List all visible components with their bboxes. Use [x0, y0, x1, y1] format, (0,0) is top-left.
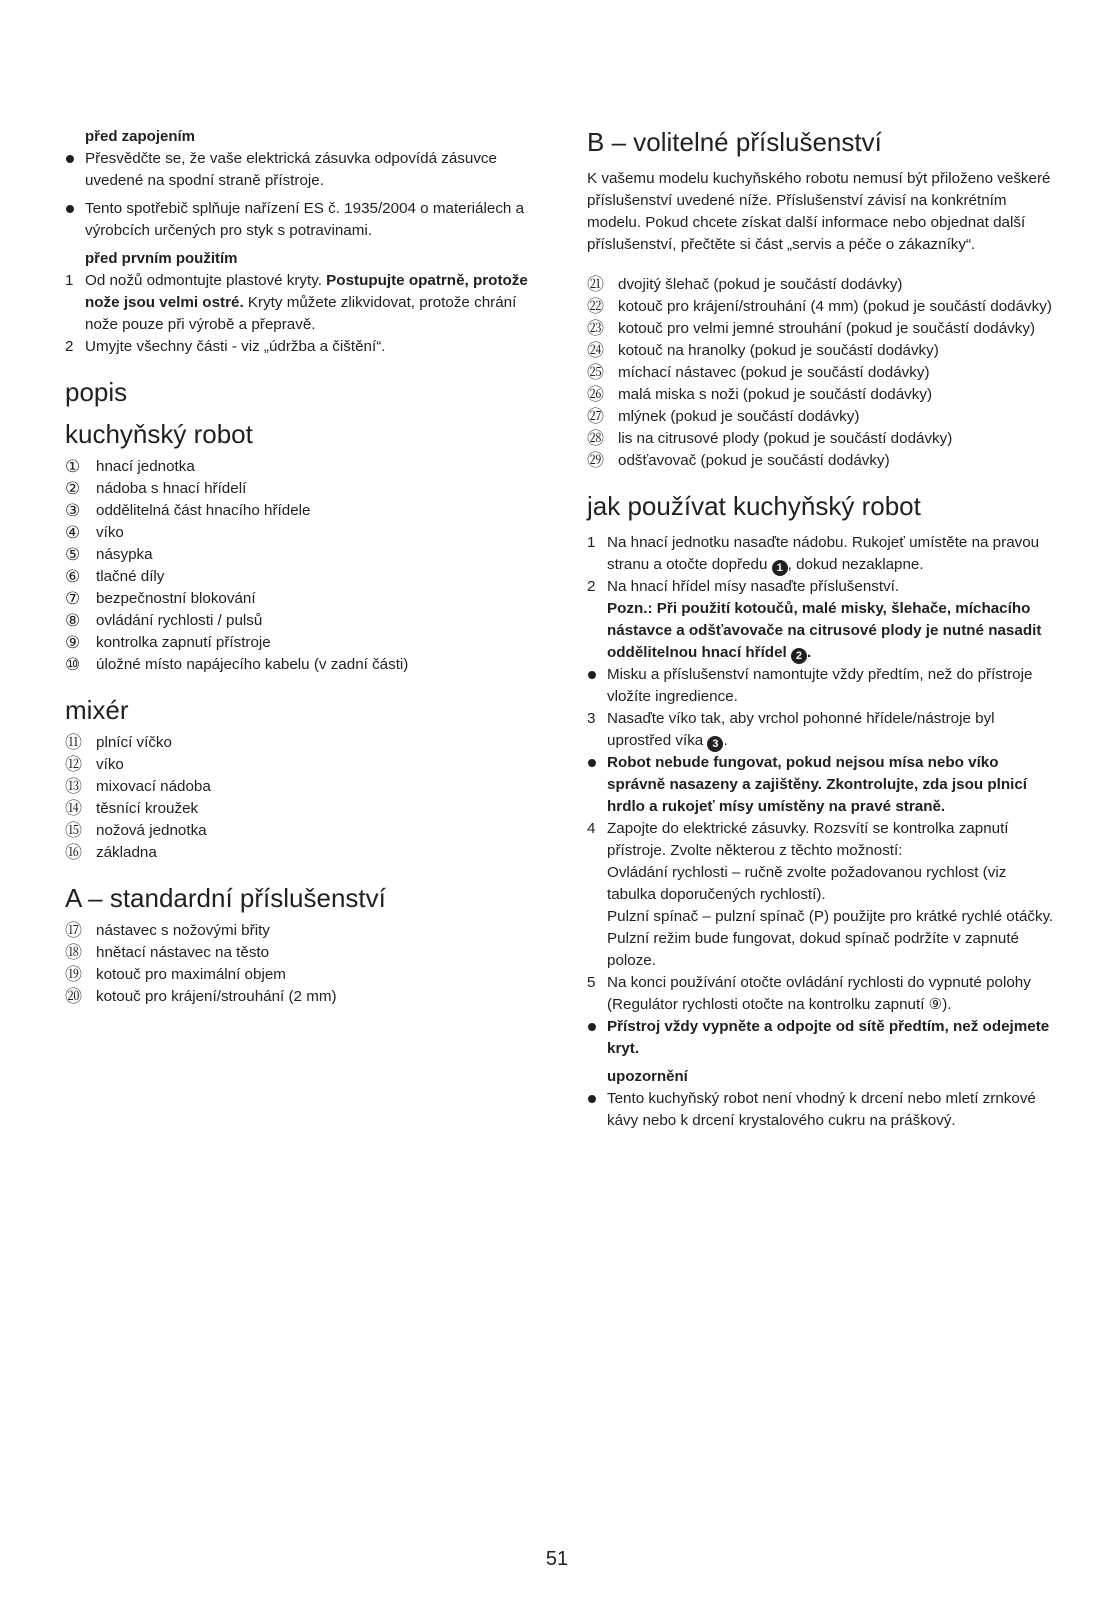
- bullet-item: Robot nebude fungovat, pokud nejsou mísa nebo víko správně nasazeny a zajištěny. Zkontrolujte, zda jsou plnicí hrdlo a rukojeť mísy umístěny na pravé straně.: [587, 752, 1057, 818]
- list-item: ⑮ nožová jednotka: [65, 821, 207, 840]
- list-item: ③ oddělitelná část hnacího hřídele: [65, 501, 311, 520]
- page-number: 51: [545, 1548, 569, 1570]
- step-3-icon: 3: [707, 736, 723, 752]
- description-heading: popis: [65, 377, 128, 407]
- step-2-icon: 2: [791, 648, 807, 664]
- list-item: ⑪ plnící víčko: [65, 733, 172, 752]
- standard-accessories-heading: A – standardní příslušenství: [65, 883, 386, 913]
- list-item: ⑬ mixovací nádoba: [65, 777, 211, 796]
- bullet-icon: [66, 205, 74, 213]
- bullet-icon: [66, 155, 74, 163]
- list-item: ⑨ kontrolka zapnutí přístroje: [65, 633, 271, 652]
- food-processor-heading: kuchyňský robot: [65, 419, 253, 449]
- step-item: 1 Na hnací jednotku nasaďte nádobu. Rukojeť umístěte na pravou stranu a otočte dopředu 1 , dokud nezaklapne.: [587, 534, 1040, 574]
- before-first-use-heading: před prvním použitím: [85, 250, 238, 267]
- bullet-item: Přesvědčte se, že vaše elektrická zásuvka odpovídá zásuvce uvedené na spodní straně přístroje.: [65, 148, 535, 192]
- list-item: ㉕ míchací nástavec (pokud je součástí dodávky): [587, 363, 930, 382]
- before-plug-heading: před zapojením: [85, 128, 196, 145]
- list-item: ㉔ kotouč na hranolky (pokud je součástí dodávky): [587, 341, 939, 360]
- list-item: ㉑ dvojitý šlehač (pokud je součástí dodávky): [587, 275, 903, 294]
- bullet-item: Přístroj vždy vypněte a odpojte od sítě předtím, než odejmete kryt.: [587, 1016, 1057, 1060]
- how-to-use-heading: jak používat kuchyňský robot: [587, 491, 921, 521]
- list-item: ㉘ lis na citrusové plody (pokud je součástí dodávky): [587, 429, 953, 448]
- list-item: ㉖ malá miska s noži (pokud je součástí dodávky): [587, 385, 933, 404]
- list-item: ⑦ bezpečnostní blokování: [65, 589, 256, 608]
- optional-accessories-heading: B – volitelné příslušenství: [587, 127, 882, 157]
- warning-heading: upozornění: [607, 1068, 688, 1085]
- step-item: 3 Nasaďte víko tak, aby vrchol pohonné hřídele/nástroje byl uprostřed víka 3 .: [587, 710, 995, 750]
- list-item: ④ víko: [65, 523, 124, 542]
- step-item: 1 Od nožů odmontujte plastové kryty. Postupujte opatrně, protože nože jsou velmi ostré. Kryty můžete zlikvidovat, protože chrání nože pouze při výrobě a přepravě.: [65, 272, 528, 333]
- list-item: ⑱ hnětací nástavec na těsto: [65, 943, 270, 962]
- step-item: 2 Umyjte všechny části - viz „údržba a čištění“.: [65, 338, 386, 355]
- food-processor-list: [65, 456, 535, 676]
- list-item: ㉗ mlýnek (pokud je součástí dodávky): [587, 407, 860, 426]
- left-column: [65, 126, 535, 1008]
- optional-accessories-list: [587, 274, 1057, 472]
- list-item: ① hnací jednotka: [65, 457, 195, 476]
- list-item: ⑳ kotouč pro krájení/strouhání (2 mm): [65, 987, 337, 1006]
- bullet-item: Tento kuchyňský robot není vhodný k drcení nebo mletí zrnkové kávy nebo k drcení krystalového cukru na práškový.: [587, 1088, 1057, 1132]
- step-item: 4 Zapojte do elektrické zásuvky. Rozsvítí se kontrolka zapnutí přístroje. Zvolte některou z těchto možností: Ovládání rychlosti – ručně zvolte požadovanou rychlost (viz tabulka doporučených rychlostí). Pulzní spínač – pulzní spínač (P) použijte pro krátké rychlé otáčky. Pulzní režim bude fungovat, dokud spínač podržíte v zapnuté poloze.: [587, 820, 1054, 969]
- list-item: ⑭ těsnící kroužek: [65, 799, 199, 818]
- step-item: 5 Na konci používání otočte ovládání rychlosti do vypnuté polohy (Regulátor rychlosti otočte na kontrolku zapnutí ⑨).: [587, 974, 1031, 1013]
- bullet-icon: [588, 1023, 596, 1031]
- bullet-icon: [588, 671, 596, 679]
- step-1-icon: 1: [772, 560, 788, 576]
- bullet-icon: [588, 759, 596, 767]
- blender-heading: mixér: [65, 695, 129, 725]
- list-item: ⑩ úložné místo napájecího kabelu (v zadní části): [65, 655, 409, 674]
- list-item: ㉙ odšťavovač (pokud je součástí dodávky): [587, 451, 890, 470]
- optional-intro: K vašemu modelu kuchyňského robotu nemusí být přiloženo veškeré příslušenství uvedené níže. Příslušenství závisí na konkrétním modelu. Pokud chcete získat další informace nebo objednat další příslušenství, přečtěte si část „servis a péče o zákazníky“.: [587, 170, 1051, 253]
- list-item: ⑫ víko: [65, 755, 124, 774]
- bullet-item: Misku a příslušenství namontujte vždy předtím, než do přístroje vložíte ingredience.: [587, 664, 1057, 708]
- list-item: ⑲ kotouč pro maximální objem: [65, 965, 286, 984]
- list-item: ㉓ kotouč pro velmi jemné strouhání (pokud je součástí dodávky): [587, 319, 1036, 338]
- standard-accessories-list: [65, 920, 535, 1008]
- list-item: ⑰ nástavec s nožovými břity: [65, 921, 270, 940]
- blender-list: [65, 732, 535, 864]
- list-item: ⑯ základna: [65, 843, 157, 862]
- list-item: ⑥ tlačné díly: [65, 567, 165, 586]
- right-column: [587, 126, 1057, 1132]
- bullet-item: Tento spotřebič splňuje nařízení ES č. 1935/2004 o materiálech a výrobcích určených pro styk s potravinami.: [65, 198, 535, 242]
- bullet-icon: [588, 1095, 596, 1103]
- list-item: ⑤ násypka: [65, 545, 153, 564]
- list-item: ② nádoba s hnací hřídelí: [65, 479, 247, 498]
- list-item: ㉒ kotouč pro krájení/strouhání (4 mm) (pokud je součástí dodávky): [587, 297, 1052, 316]
- step-item: 2 Na hnací hřídel mísy nasaďte příslušenství. Pozn.: Při použití kotoučů, malé misky, šlehače, míchacího nástavce a odšťavovače na citrusové plody je nutné nasadit oddělitelnou hnací hřídel 2 .: [587, 578, 1042, 662]
- list-item: ⑧ ovládání rychlosti / pulsů: [65, 611, 263, 630]
